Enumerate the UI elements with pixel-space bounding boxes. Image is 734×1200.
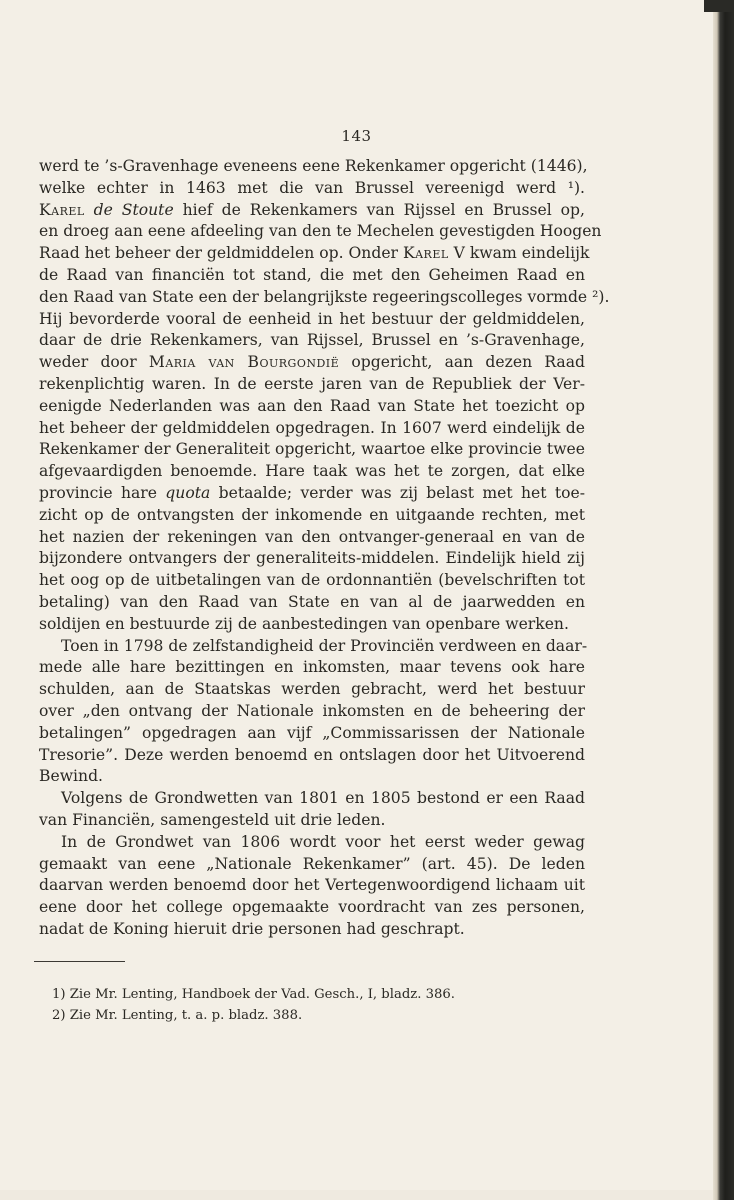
text-run: Tresorie”. Deze werden benoemd en ontslagen door het Uitvoerend: [39, 745, 585, 764]
text-run: van Financiën, samengesteld uit drie leden.: [39, 810, 386, 829]
text-line: [39, 156, 588, 178]
text-run: betaalde; verder was zij belast met het toe-: [210, 483, 585, 502]
text-line: [39, 527, 585, 549]
text-line: [39, 396, 585, 418]
text-run: werd te ’s-Gravenhage eveneens eene Rekenkamer opgericht (1446),: [39, 157, 588, 175]
text-line: [39, 570, 585, 592]
text-line: [39, 832, 585, 854]
footnote-divider: [34, 961, 125, 962]
text-run: eene door het college opgemaakte voordracht van zes personen,: [39, 898, 585, 917]
page-number: 143: [341, 127, 372, 145]
body-text: [39, 156, 610, 941]
text-run: provincie hare: [39, 483, 166, 502]
text-run: Hij bevorderde vooral de eenheid in het bestuur der geldmiddelen,: [39, 309, 585, 328]
text-line: [39, 418, 585, 440]
text-run: soldijen en bestuurde zij de aanbestedingen van openbare werken.: [39, 614, 569, 633]
text-run: het nazien der rekeningen van den ontvanger-generaal en van de: [39, 527, 585, 546]
footnotes: [52, 984, 532, 1026]
text-line: [39, 548, 585, 570]
text-run: schulden, aan de Staatskas werden gebracht, werd het bestuur: [39, 680, 585, 699]
text-run: betaling) van den Raad van State en van al de jaarwedden en: [39, 592, 585, 611]
text-run: en droeg aan eene afdeeling van den te Mechelen gevestigden Hoogen: [39, 222, 602, 241]
text-line: [39, 701, 585, 723]
text-line: [39, 766, 585, 788]
text-line: [39, 657, 585, 679]
text-line: [39, 875, 585, 897]
text-run: hief de Rekenkamers van Rijssel en Brussel op,: [173, 200, 585, 219]
text-run: nadat de Koning hieruit drie personen had geschrapt.: [39, 919, 465, 938]
text-line: [39, 200, 585, 222]
text-line: [39, 243, 590, 265]
text-run: bijzondere ontvangers der generaliteits-middelen. Eindelijk hield zij: [39, 549, 585, 568]
text-line: [39, 614, 585, 636]
text-run: gemaakt van eene „Nationale Rekenkamer” (art. 45). De leden: [39, 854, 585, 873]
text-run: de Stoute: [93, 200, 174, 219]
text-run: mede alle hare bezittingen en inkomsten, maar tevens ook hare: [39, 658, 585, 677]
text-run: betalingen” opgedragen aan vijf „Commissarissen der Nationale: [39, 723, 585, 742]
text-line: [39, 592, 585, 614]
text-run: V kwam eindelijk: [448, 244, 590, 263]
text-line: [39, 636, 588, 658]
footnote: 1) Zie Mr. Lenting, Handboek der Vad. Gesch., I, bladz. 386.: [52, 987, 455, 1002]
text-line: [39, 505, 585, 527]
text-run: Maria van Bourgondië: [148, 353, 340, 372]
text-run: zicht op de ontvangsten der inkomende en uitgaande rechten, met: [39, 505, 585, 524]
text-run: Bewind.: [39, 767, 104, 786]
text-run: Toen in 1798 de zelfstandigheid der Provinciën verdween en daar-: [61, 636, 588, 655]
text-run: Karel: [402, 244, 449, 263]
text-line: [39, 854, 585, 876]
text-run: het beheer der geldmiddelen opgedragen. In 1607 werd eindelijk de: [39, 418, 585, 437]
text-run: Volgens de Grondwetten van 1801 en 1805 bestond er een Raad: [61, 789, 585, 808]
text-line: [39, 352, 585, 374]
text-run: quota: [165, 483, 211, 502]
text-run: over „den ontvang der Nationale inkomsten en de beheering der: [39, 701, 585, 720]
text-run: opgericht, aan dezen Raad: [339, 353, 585, 372]
text-run: afgevaardigden benoemde. Hare taak was het te zorgen, dat elke: [39, 462, 585, 481]
text-line: [39, 810, 585, 832]
text-line: [39, 265, 585, 287]
text-run: het oog op de uitbetalingen van de ordonnantiën (bevelschriften tot: [39, 571, 585, 590]
text-run: daar de drie Rekenkamers, van Rijssel, Brussel en ’s-Gravenhage,: [39, 331, 585, 350]
page-edge: [713, 0, 734, 1200]
text-line: [39, 461, 585, 483]
text-line: [39, 221, 602, 243]
text-line: [39, 309, 585, 331]
text-line: [39, 745, 585, 767]
text-run: Raad het beheer der geldmiddelen op. Onder: [39, 244, 403, 263]
page-edge-corner: [704, 0, 734, 12]
text-line: [39, 439, 585, 461]
text-run: daarvan werden benoemd door het Vertegenwoordigend lichaam uit: [39, 876, 585, 895]
text-line: [39, 723, 585, 745]
text-line: [39, 374, 585, 396]
text-line: [39, 679, 585, 701]
text-run: In de Grondwet van 1806 wordt voor het eerst weder gewag: [61, 832, 585, 851]
footnote: 2) Zie Mr. Lenting, t. a. p. bladz. 388.: [52, 1008, 303, 1023]
text-line: [39, 483, 585, 505]
text-run: den Raad van State een der belangrijkste regeeringscolleges vormde ²).: [39, 287, 610, 306]
text-run: eenigde Nederlanden was aan den Raad van State het toezicht op: [39, 396, 585, 415]
text-line: [39, 897, 585, 919]
text-run: de Raad van financiën tot stand, die met den Geheimen Raad en: [39, 265, 585, 284]
text-line: [39, 919, 585, 941]
text-run: weder door: [39, 353, 149, 372]
text-line: [39, 330, 585, 352]
text-run: Karel: [39, 200, 85, 219]
text-run: [85, 201, 94, 219]
text-run: Rekenkamer der Generaliteit opgericht, waartoe elke provincie twee: [39, 440, 585, 459]
text-line: [39, 788, 585, 810]
text-line: [39, 178, 585, 200]
text-run: welke echter in 1463 met die van Brussel vereenigd werd ¹).: [39, 178, 585, 197]
text-line: [39, 287, 610, 309]
text-run: rekenplichtig waren. In de eerste jaren van de Republiek der Ver-: [39, 374, 585, 393]
